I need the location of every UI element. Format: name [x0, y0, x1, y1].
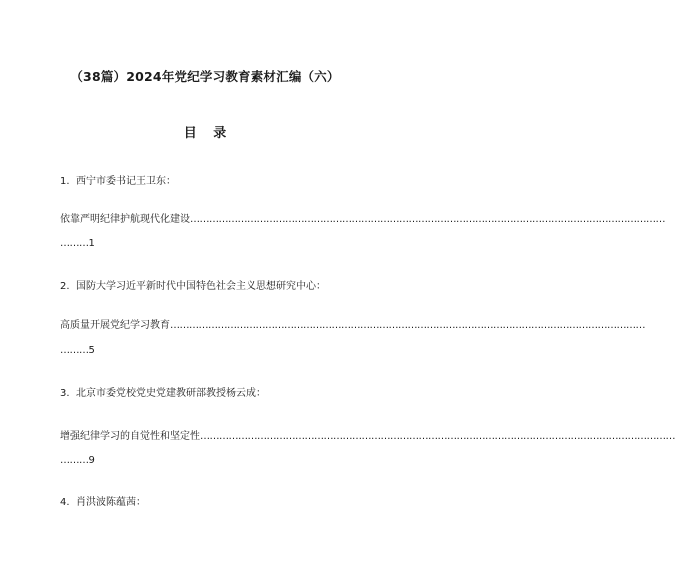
toc-item-2-heading	[60, 281, 326, 293]
toc-item-2-title: 高质量开展党纪学习教育	[60, 320, 170, 331]
toc-item-1-page: 1	[88, 238, 95, 249]
toc-item-1-leader: ……………………………………………………………………………………………………………………………………	[190, 214, 665, 225]
toc-item-3-leader: ……………………………………………………………………………………………………………………………………	[200, 431, 675, 442]
toc-item-3-entry[interactable]	[60, 431, 675, 443]
toc-item-1-author: 西宁市委书记王卫东：	[76, 176, 176, 187]
document-title: （38篇）2024年党纪学习教育素材汇编（六）	[70, 69, 340, 84]
toc-item-1-title: 依靠严明纪律护航现代化建设	[60, 214, 190, 225]
toc-item-2-page-line[interactable]	[60, 345, 95, 357]
toc-item-4-number: 4.	[60, 497, 70, 508]
toc-item-3-author: 北京市委党校党史党建教研部教授杨云成：	[76, 388, 266, 399]
toc-heading	[0, 122, 410, 141]
toc-item-4-heading	[60, 497, 146, 509]
toc-item-3-heading	[60, 388, 266, 400]
toc-heading-char-2: 录	[213, 126, 227, 141]
toc-item-3-page-line[interactable]	[60, 455, 95, 467]
toc-item-2-entry[interactable]	[60, 320, 645, 332]
toc-item-2-page: 5	[88, 345, 95, 356]
toc-item-4-author: 肖洪波陈蕴茜：	[76, 497, 146, 508]
toc-item-3-number: 3.	[60, 388, 70, 399]
toc-item-1-page-line[interactable]	[60, 238, 95, 250]
toc-item-3-leader-tail: ………	[60, 455, 89, 466]
toc-item-3-page: 9	[88, 455, 95, 466]
toc-item-1-number: 1.	[60, 176, 70, 187]
toc-item-2-leader-tail: ………	[60, 345, 89, 356]
toc-item-1-heading	[60, 176, 176, 188]
toc-item-1-entry[interactable]	[60, 214, 665, 226]
toc-heading-char-1: 目	[183, 126, 197, 141]
toc-item-3-title: 增强纪律学习的自觉性和坚定性	[60, 431, 200, 442]
toc-item-2-leader: ……………………………………………………………………………………………………………………………………	[170, 320, 645, 331]
toc-item-2-author: 国防大学习近平新时代中国特色社会主义思想研究中心：	[76, 281, 326, 292]
toc-item-1-leader-tail: ………	[60, 238, 89, 249]
toc-item-2-number: 2.	[60, 281, 70, 292]
